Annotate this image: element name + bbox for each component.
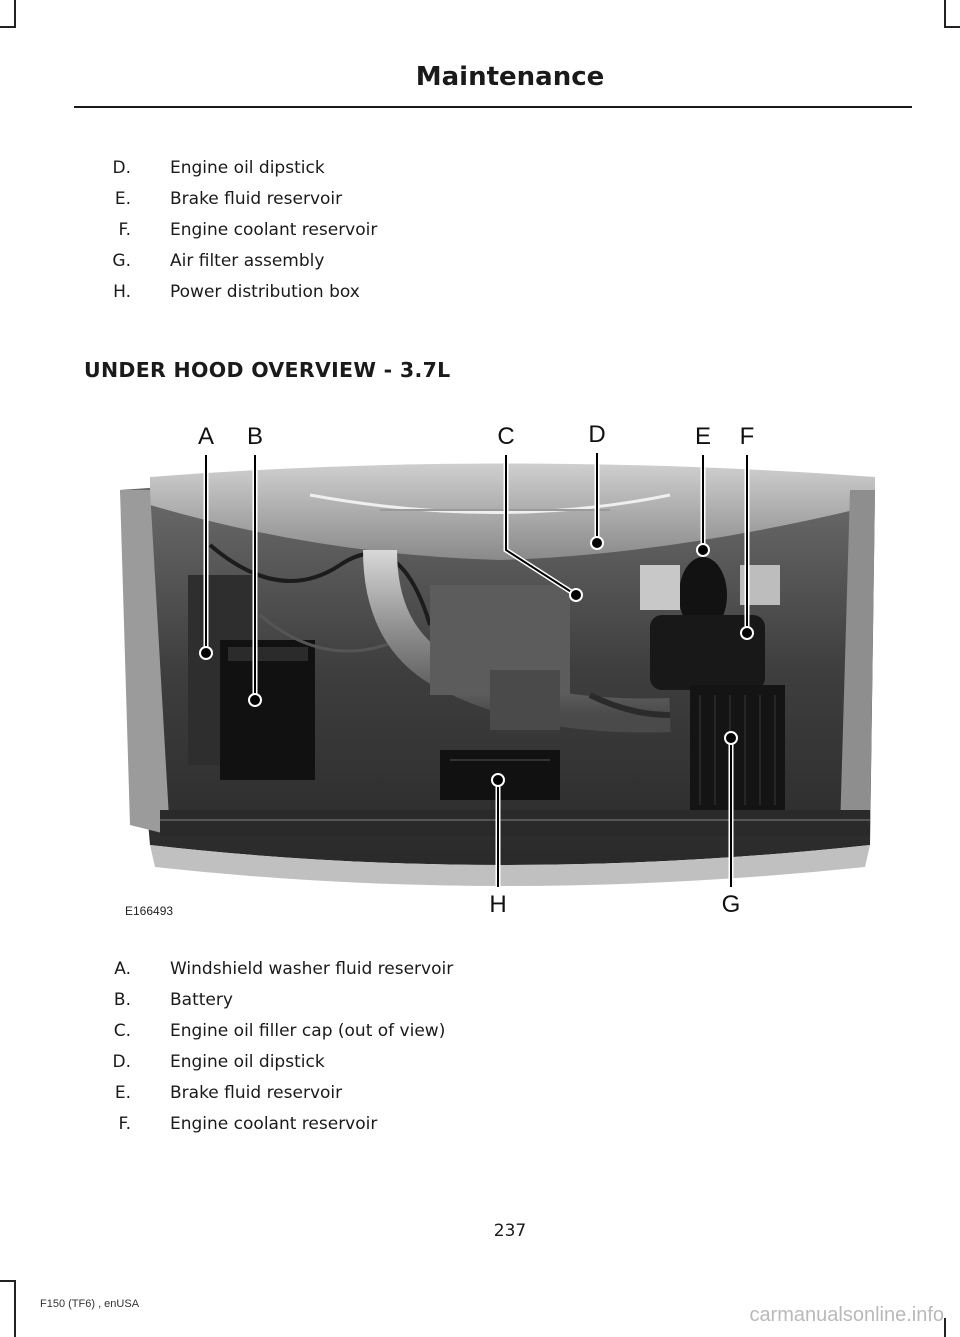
page-title: Maintenance xyxy=(415,62,605,92)
callout-f: F xyxy=(739,423,755,450)
list-item-letter: E. xyxy=(114,189,131,209)
callout-a: A xyxy=(197,423,215,450)
page-number: 237 xyxy=(493,1221,527,1241)
list-item-text: Engine oil filler cap (out of view) xyxy=(170,1021,446,1041)
list-item xyxy=(0,220,700,244)
list-item xyxy=(0,1083,700,1107)
crop-mark xyxy=(944,1318,946,1337)
list-item xyxy=(0,158,700,182)
callout-dot-h xyxy=(492,774,504,786)
list-item-text: Brake fluid reservoir xyxy=(170,1083,343,1103)
callout-dot-d xyxy=(591,537,603,549)
document-id: F150 (TF6) , enUSA xyxy=(40,1298,140,1310)
watermark: carmanualsonline.info xyxy=(749,1304,944,1326)
list-item-text: Air filter assembly xyxy=(170,251,325,271)
crop-mark xyxy=(0,26,16,28)
list-item-letter: G. xyxy=(112,251,131,271)
list-item-text: Engine coolant reservoir xyxy=(170,1114,378,1134)
crop-mark xyxy=(0,1280,16,1282)
list-item-letter: F. xyxy=(118,1114,131,1134)
callout-e: E xyxy=(694,423,712,450)
list-item xyxy=(0,1114,700,1138)
section-heading: UNDER HOOD OVERVIEW - 3.7L xyxy=(84,358,451,382)
list-item-text: Power distribution box xyxy=(170,282,360,302)
list-item xyxy=(0,959,700,983)
callout-dot-a xyxy=(200,647,212,659)
list-item xyxy=(0,251,700,275)
list-item xyxy=(0,282,700,306)
callout-dot-b xyxy=(249,694,261,706)
list-item-text: Windshield washer fluid reservoir xyxy=(170,959,454,979)
callout-b: B xyxy=(246,423,264,450)
list-item xyxy=(0,1052,700,1076)
list-item-letter: E. xyxy=(114,1083,131,1103)
list-item-letter: F. xyxy=(118,220,131,240)
list-item-text: Brake fluid reservoir xyxy=(170,189,343,209)
list-item-text: Engine oil dipstick xyxy=(170,158,325,178)
list-item-letter: D. xyxy=(112,158,131,178)
list-item-letter: D. xyxy=(112,1052,131,1072)
engine-bay-figure xyxy=(110,415,890,925)
callout-dot-g xyxy=(725,732,737,744)
figure-id: E166493 xyxy=(125,904,174,918)
crop-mark xyxy=(944,0,946,26)
list-item-letter: H. xyxy=(113,282,131,302)
list-item xyxy=(0,189,700,213)
list-item-text: Engine oil dipstick xyxy=(170,1052,325,1072)
crop-mark xyxy=(14,0,16,26)
callout-dot-c xyxy=(570,589,582,601)
list-item-letter: B. xyxy=(113,990,131,1010)
callout-d: D xyxy=(588,421,606,448)
list-item-text: Engine coolant reservoir xyxy=(170,220,378,240)
callout-dot-f xyxy=(741,627,753,639)
callout-dot-e xyxy=(697,544,709,556)
crop-mark xyxy=(944,26,960,28)
header-divider xyxy=(74,106,912,108)
list-item-letter: A. xyxy=(114,959,131,979)
callout-c: C xyxy=(497,423,515,450)
list-item xyxy=(0,1021,700,1045)
list-item xyxy=(0,990,700,1014)
list-item-text: Battery xyxy=(170,990,233,1010)
callout-h: H xyxy=(489,891,507,918)
engine-bay-photo xyxy=(110,415,890,925)
callout-g: G xyxy=(721,891,741,918)
list-item-letter: C. xyxy=(113,1021,131,1041)
crop-mark xyxy=(14,1280,16,1337)
